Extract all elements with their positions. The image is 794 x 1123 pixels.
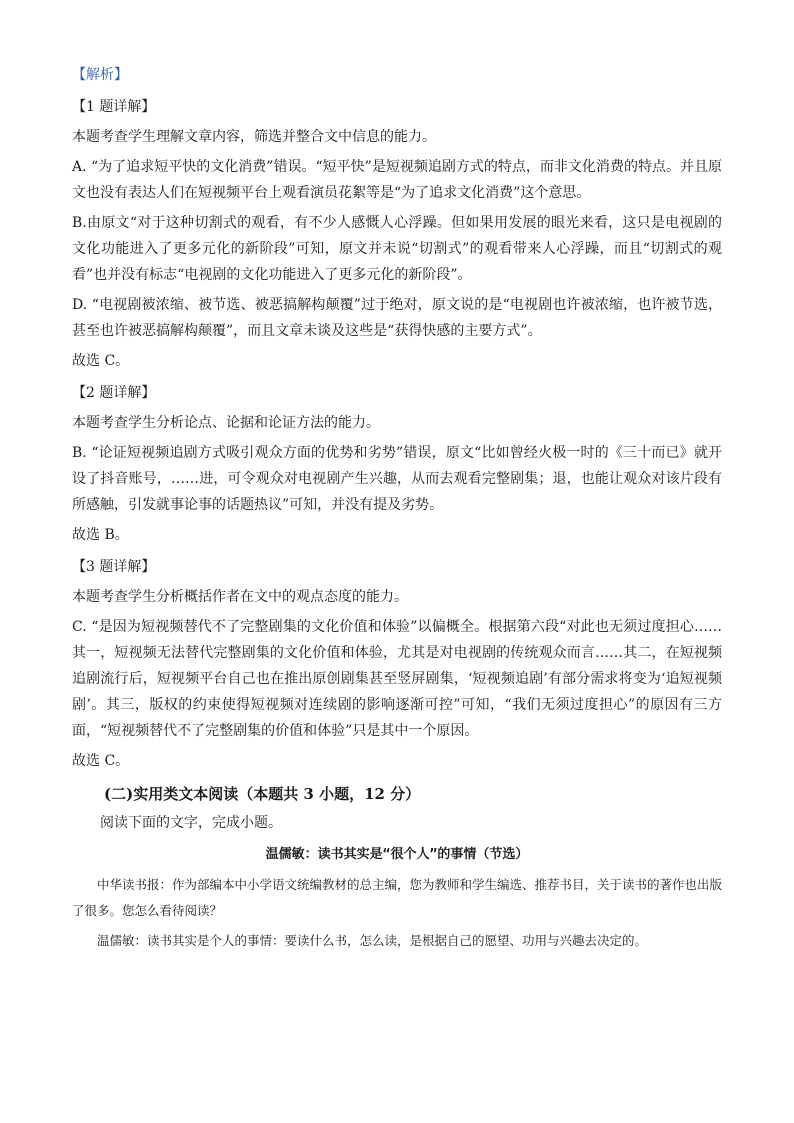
q1-answer: 故选 C。 xyxy=(72,353,130,369)
part2-instruction: 阅读下面的文字，完成小题。 xyxy=(100,815,282,831)
q1-option-a: A. “为了追求短平快的文化消费”错误。“短平快”是短视频追剧方式的特点，而非文化消费的特点。并且原文也没有表达人们在短视频平台上观看演员花絮等是“为了追求文化消费”这个意思。 xyxy=(72,159,722,201)
article-paragraph-2: 温儒敏：读书其实是个人的事情：要读什么书，怎么读，是根据自己的愿望、功用与兴趣去决定的。 xyxy=(97,933,648,948)
q3-intro: 本题考查学生分析概括作者在文中的观点态度的能力。 xyxy=(72,589,408,605)
q2-answer: 故选 B。 xyxy=(72,527,129,543)
q1-option-d: D. “电视剧被浓缩、被节选、被恶搞解构颠覆”过于绝对，原文说的是“电视剧也许被浓缩，也许被节选，甚至也许被恶搞解构颠覆”，而且文章未谈及这些是“获得快感的主要方式”。 xyxy=(72,297,722,339)
document-content xyxy=(72,62,722,954)
article-title: 温儒敏：读书其实是“很个人”的事情（节选） xyxy=(265,847,529,862)
analysis-label: 【解析】 xyxy=(72,67,128,83)
article-paragraph-1: 中华读书报：作为部编本中小学语文统编教材的总主编，您为教师和学生编选、推荐书目，关于读书的著作也出版了很多。您怎么看待阅读？ xyxy=(72,877,723,918)
q2-intro: 本题考查学生分析论点、论据和论证方法的能力。 xyxy=(72,415,380,431)
q1-heading: 【1 题详解】 xyxy=(72,99,156,115)
q3-answer: 故选 C。 xyxy=(72,753,130,769)
q3-heading: 【3 题详解】 xyxy=(72,559,156,575)
part2-title: (二)实用类文本阅读（本题共 3 小题，12 分） xyxy=(104,785,421,803)
q2-heading: 【2 题详解】 xyxy=(72,385,156,401)
q3-option-c: C. “是因为短视频替代不了完整剧集的文化价值和体验”以偏概全。根据第六段“对此也无须过度担心……其一，短视频无法替代完整剧集的文化价值和体验，尤其是对电视剧的传统观众而言……其二，在短视频追剧流行后，短视频平台自己也在推出原创剧集甚至竖屏剧集，‘短视频追剧’有部分需求将变为‘追短视频剧’。其三，版权的约束使得短视频对连续剧的影响逐渐可控”可知，“我们无须过度担心”的原因有三方面，“短视频替代不了完整剧集的价值和体验”只是其中一个原因。 xyxy=(72,619,722,739)
q1-option-b: B.由原文“对于这种切割式的观看，有不少人感慨人心浮躁。但如果用发展的眼光来看，这只是电视剧的文化功能进入了更多元化的新阶段”可知，原文并未说“切割式”的观看带来人心浮躁，而且“切割式的观看”也并没有标志“电视剧的文化功能进入了更多元化的新阶段”。 xyxy=(72,215,722,283)
q2-option-b: B. “论证短视频追剧方式吸引观众方面的优势和劣势”错误，原文“比如曾经火极一时的《三十而已》就开设了抖音账号，……进，可令观众对电视剧产生兴趣，从而去观看完整剧集；退，也能让观众对该片段有所感触，引发就事论事的话题热议”可知，并没有提及劣势。 xyxy=(72,445,722,513)
q1-intro: 本题考查学生理解文章内容，筛选并整合文中信息的能力。 xyxy=(72,129,436,145)
